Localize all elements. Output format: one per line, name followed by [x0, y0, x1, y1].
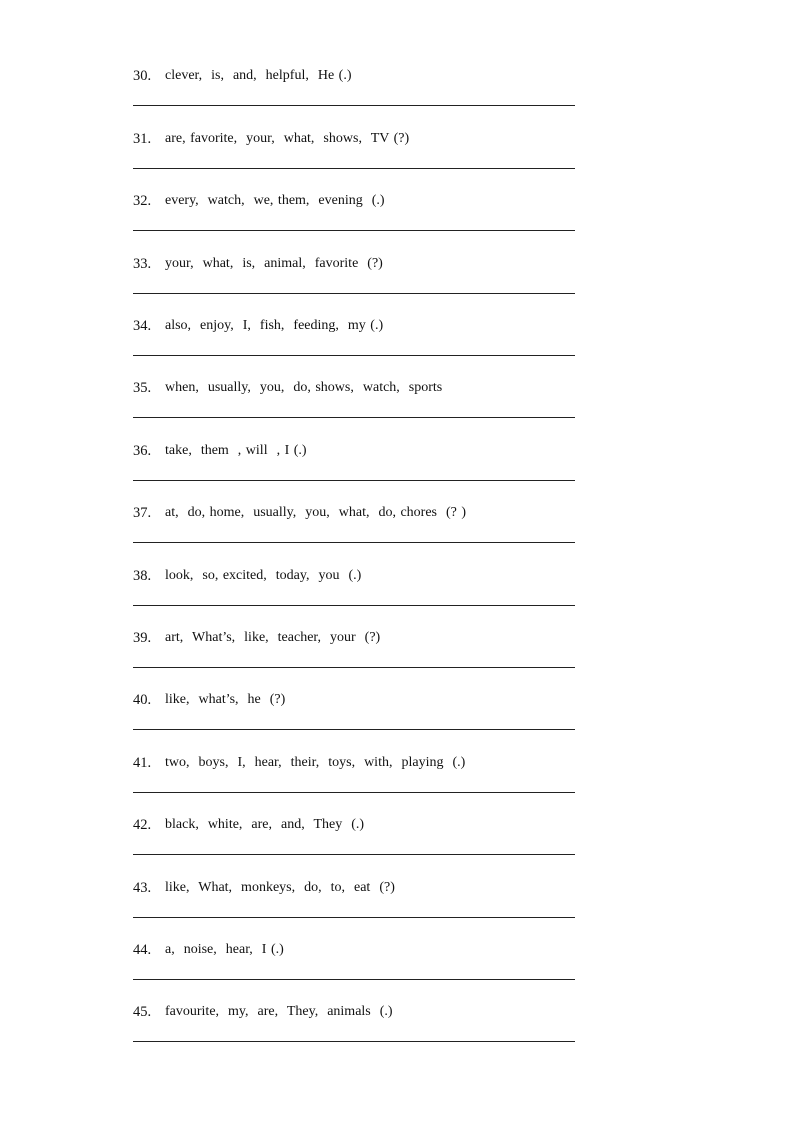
answer-line[interactable]: [133, 979, 575, 980]
answer-line[interactable]: [133, 792, 575, 793]
answer-line[interactable]: [133, 168, 575, 169]
scrambled-words: art, What’s, like, teacher, your (?): [165, 630, 381, 645]
scrambled-words: look, so, excited, today, you (.): [165, 568, 362, 583]
answer-line[interactable]: [133, 105, 575, 106]
answer-line[interactable]: [133, 230, 575, 231]
question-text: [133, 567, 361, 585]
answer-line[interactable]: [133, 1041, 575, 1042]
question-item: [133, 504, 575, 566]
question-item: [133, 629, 575, 691]
question-number: 39.: [133, 630, 152, 646]
question-item: [133, 1003, 575, 1065]
question-number: 40.: [133, 692, 152, 708]
question-text: [133, 941, 284, 959]
question-number: 36.: [133, 443, 152, 459]
question-text: [133, 816, 364, 834]
question-number: 38.: [133, 568, 152, 584]
question-item: [133, 317, 575, 379]
question-text: [133, 317, 383, 335]
question-text: [133, 504, 466, 522]
question-text: [133, 130, 409, 148]
answer-line[interactable]: [133, 667, 575, 668]
question-text: [133, 67, 352, 85]
answer-line[interactable]: [133, 729, 575, 730]
scrambled-words: clever, is, and, helpful, He (.): [165, 68, 352, 83]
question-item: [133, 691, 575, 753]
scrambled-words: like, what’s, he (?): [165, 692, 286, 707]
answer-line[interactable]: [133, 605, 575, 606]
answer-line[interactable]: [133, 355, 575, 356]
question-text: [133, 754, 465, 772]
scrambled-words: every, watch, we, them, evening (.): [165, 193, 385, 208]
question-item: [133, 255, 575, 317]
question-number: 42.: [133, 817, 152, 833]
question-number: 35.: [133, 380, 152, 396]
question-number: 32.: [133, 193, 152, 209]
scrambled-words: also, enjoy, I, fish, feeding, my (.): [165, 318, 384, 333]
question-number: 45.: [133, 1004, 152, 1020]
question-number: 44.: [133, 942, 152, 958]
question-text: [133, 379, 442, 397]
scrambled-words: a, noise, hear, I (.): [165, 942, 284, 957]
question-number: 37.: [133, 505, 152, 521]
question-text: [133, 192, 385, 210]
scrambled-words: favourite, my, are, They, animals (.): [165, 1004, 393, 1019]
question-number: 34.: [133, 318, 152, 334]
question-item: [133, 130, 575, 192]
question-text: [133, 1003, 393, 1021]
scrambled-words: black, white, are, and, They (.): [165, 817, 365, 832]
question-item: [133, 754, 575, 816]
scrambled-words: your, what, is, animal, favorite (?): [165, 256, 383, 271]
question-number: 30.: [133, 68, 152, 84]
question-item: [133, 379, 575, 441]
question-text: [133, 629, 380, 647]
question-text: [133, 255, 383, 273]
answer-line[interactable]: [133, 917, 575, 918]
question-number: 43.: [133, 880, 152, 896]
answer-line[interactable]: [133, 480, 575, 481]
scrambled-words: are, favorite, your, what, shows, TV (?): [165, 131, 410, 146]
question-item: [133, 816, 575, 878]
question-number: 41.: [133, 755, 152, 771]
scrambled-words: like, What, monkeys, do, to, eat (?): [165, 880, 395, 895]
scrambled-words: take, them , will , I (.): [165, 443, 307, 458]
scrambled-words: at, do, home, usually, you, what, do, chores (? ): [165, 505, 467, 520]
scrambled-words: two, boys, I, hear, their, toys, with, playing (.): [165, 755, 466, 770]
answer-line[interactable]: [133, 293, 575, 294]
question-number: 31.: [133, 131, 152, 147]
question-item: [133, 879, 575, 941]
question-item: [133, 442, 575, 504]
question-item: [133, 567, 575, 629]
question-item: [133, 941, 575, 1003]
question-item: [133, 192, 575, 254]
question-item: [133, 67, 575, 129]
answer-line[interactable]: [133, 854, 575, 855]
answer-line[interactable]: [133, 417, 575, 418]
question-number: 33.: [133, 256, 152, 272]
question-text: [133, 442, 307, 460]
question-text: [133, 691, 285, 709]
scrambled-words: when, usually, you, do, shows, watch, sports: [165, 380, 443, 395]
question-text: [133, 879, 395, 897]
answer-line[interactable]: [133, 542, 575, 543]
